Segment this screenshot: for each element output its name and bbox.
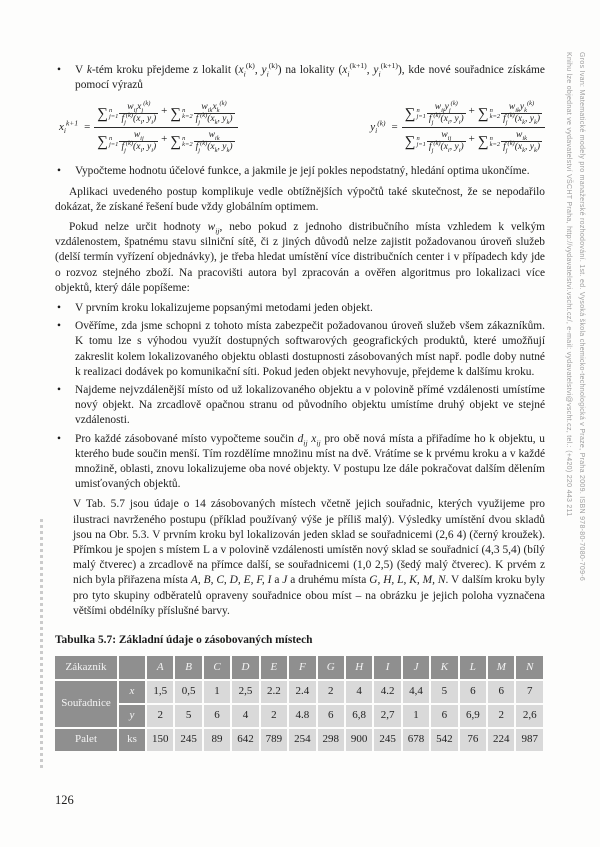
inner-fraction: $w_{ij}x_j^{(k)}$ $f_j^{(k)}(x_i$, $y_i$) (121, 100, 157, 127)
table-cell-x: 4.2 (374, 681, 400, 703)
table-cell-y: 2 (488, 705, 514, 727)
sum-symbol: ∑ n j=1 (404, 134, 426, 151)
supply-table (53, 654, 545, 753)
table-cell-y: 4.8 (289, 705, 315, 727)
table-col-header: C (204, 656, 230, 678)
table-row-label-palet: Palet (55, 729, 117, 751)
inner-fraction: $w_{ij}$ $f_j^{(k)}(x_i$, $y_i$) (428, 130, 464, 155)
table-caption: Tabulka 5.7: Základní údaje o zásobovaných místech (55, 634, 313, 647)
bullet-marker: • (57, 320, 61, 333)
table-col-header: K (431, 656, 457, 678)
table-col-header: J (403, 656, 429, 678)
table-sub-label-y: y (119, 705, 145, 727)
table-cell-palet: 678 (403, 729, 429, 751)
table-cell-palet: 150 (147, 729, 173, 751)
main-text-column (55, 60, 545, 753)
table-cell-palet: 224 (488, 729, 514, 751)
bullet-text: Pro každé zásobované místo vypočteme součin $d_{ij}$ $x_{ij}$ pro obě nová místa a přiřadíme ho k objektu, u kterého bude součin menší. Tím rozdělíme množinu míst na dvě. Vrátíme se k prvému kroku a v každé množině, oblasti, znovu lokalizujeme oba nové objekty. V postupu lze dále pokračovat dalším dělením umisťovaných objektů. (75, 432, 545, 491)
equals-sign: = (84, 121, 91, 134)
inner-fraction: $w_{ik}x_k^{(k)}$ $f_j^{(k)}(x_k$, $y_k$) (195, 100, 233, 127)
table-cell-x: 1,5 (147, 681, 173, 703)
table-cell-x: 1 (204, 681, 230, 703)
table-col-header: F (289, 656, 315, 678)
plus-sign: + (468, 133, 475, 146)
formula-y (370, 100, 545, 155)
bullet-marker: • (57, 64, 61, 76)
table-row-label-coordinates: Souřadnice (55, 681, 117, 727)
table-cell-palet: 89 (204, 729, 230, 751)
formula-x-fraction (94, 100, 237, 155)
sum-symbol: ∑ n j=1 (97, 106, 119, 123)
table-cell-x: 7 (516, 681, 543, 703)
table-cell-y: 2,7 (374, 705, 400, 727)
table-cell-x: 4,4 (403, 681, 429, 703)
paragraph-application: Aplikaci uvedeného postup komplikuje vedle obtížnějších výpočtů také skutečnost, že se nepodařilo dokázat, že získané řešení bude vždy globálním optimem. (55, 185, 545, 213)
table-sub-label-x: x (119, 681, 145, 703)
table-col-header: E (261, 656, 287, 678)
table-cell-palet: 245 (175, 729, 201, 751)
page-number: 126 (55, 793, 74, 807)
table-cell-x: 2.4 (289, 681, 315, 703)
bullet-item-first-step (55, 301, 545, 316)
revision-change-bar (40, 519, 43, 769)
table-cell-palet: 245 (374, 729, 400, 751)
table-cell-x: 6 (488, 681, 514, 703)
table-cell-x: 6 (460, 681, 486, 703)
formula-y-fraction (402, 100, 545, 155)
bullet-text: V prvním kroku lokalizujeme popsanými metodami jeden objekt. (75, 302, 373, 315)
table-cell-palet: 900 (346, 729, 372, 751)
table-cell-x: 2.2 (261, 681, 287, 703)
formula-x (59, 100, 238, 155)
table-cell-palet: 642 (232, 729, 258, 751)
bullet-text: Ověříme, zda jsme schopni z tohoto místa zabezpečit požadovanou úroveň služeb všem zákazníkům. K tomu lze s výhodou využít dostupných softwarových geografických produktů, které umožňují zakreslit kolem lokalizovaného objektu oblasti dostupnosti zásobovaných míst např. podle doby nutné k realizaci dodávek po komunikační síti. Pokud jeden objekt nevyhovuje, přejdeme k dalšímu kroku. (75, 320, 545, 378)
table-cell-palet: 987 (516, 729, 543, 751)
table-col-header: D (232, 656, 258, 678)
table-cell-palet: 254 (289, 729, 315, 751)
sum-symbol: ∑ n k=2 (477, 106, 501, 123)
formula-x-lhs: $x_i^{k+1}$ (59, 118, 79, 136)
table-cell-x: 2 (318, 681, 344, 703)
table-cell-y: 6 (204, 705, 230, 727)
table-col-header: L (460, 656, 486, 678)
table-col-header: I (374, 656, 400, 678)
table-col-header: A (147, 656, 173, 678)
table-cell-y: 6,9 (460, 705, 486, 727)
paragraph-multi-center: Pokud nelze určit hodnoty $w_{ij}$, nebo pokud z jednoho distribučního místa vzhledem k velkým vzdálenostem, špatnému stavu silniční sítě, či z jiných důvodů nelze zajistit požadovanou úroveň služeb (delší termín vyřízení objednávky), je třeba hledat umístění více distribučních center i v případech kdy jde o rozvoz stejného zboží. Na pracovišti autora byl zpracován a ověřen algoritmus pro lokalizaci více objektů, který dále popíšeme: (55, 221, 545, 294)
bullet-text: V k-tém kroku přejdeme z lokalit ($x_i^{(k)}$, $y_i^{(k)}$) na lokality ($x_i^{(k+1)}$, $y_i^{(k+1)}$), kde nové souřadnice získáme pomocí výrazů (75, 61, 545, 92)
plus-sign: + (468, 105, 475, 118)
bullet-item-farthest (55, 383, 545, 429)
table-cell-x: 2,5 (232, 681, 258, 703)
table-sub-label-ks: ks (119, 729, 145, 751)
table-cell-y: 6 (431, 705, 457, 727)
inner-fraction: $w_{ik}y_k^{(k)}$ $f_j^{(k)}(x_k$, $y_k$) (503, 100, 540, 127)
bullet-item-k-step (55, 63, 545, 93)
formula-block (59, 100, 545, 155)
bullet-text: Najdeme nejvzdálenější místo od už lokalizovaného objektu a v polovině přímé vzdálenosti umístíme nový objekt. Na zrcadlově opačnou stranu od původního objektu umístíme druhý objekt ve stejné vzdálenosti. (75, 384, 545, 427)
table-cell-y: 2,6 (516, 705, 543, 727)
bullet-marker: • (57, 165, 61, 178)
supply-table-body (55, 656, 543, 751)
sum-symbol: ∑ n j=1 (97, 134, 119, 151)
sum-symbol: ∑ n k=2 (170, 134, 193, 151)
table-col-header: B (175, 656, 201, 678)
table-cell-y: 2 (261, 705, 287, 727)
table-cell-y: 4 (232, 705, 258, 727)
table-cell-y: 2 (147, 705, 173, 727)
table-col-header: H (346, 656, 372, 678)
colophon-line-order: Knihu lze objednat ve vydavatelství VŠCHT Praha, http://vydavatelstvi.vscht.cz/, e-mail: vydavatelstvi@vscht.cz, tel.: (+420) 220 443 211 (565, 52, 572, 517)
table-cell-x: 5 (431, 681, 457, 703)
table-cell-palet: 298 (318, 729, 344, 751)
table-cell-y: 5 (175, 705, 201, 727)
plus-sign: + (161, 105, 168, 118)
bullet-marker: • (57, 302, 61, 315)
sidebar-colophon (562, 52, 588, 802)
table-corner-cell: Zákazník (55, 656, 117, 678)
bullet-marker: • (57, 432, 61, 445)
table-cell-palet: 76 (460, 729, 486, 751)
table-cell-x: 4 (346, 681, 372, 703)
equals-sign: = (391, 121, 398, 134)
bullet-item-product (55, 432, 545, 493)
bullet-marker: • (57, 384, 61, 397)
table-cell-palet: 542 (431, 729, 457, 751)
inner-fraction: $w_{ik}$ $f_j^{(k)}(x_k$, $y_k$) (503, 130, 540, 155)
table-col-header: N (516, 656, 543, 678)
table-cell-x: 0,5 (175, 681, 201, 703)
table-col-header: G (318, 656, 344, 678)
table-cell-y: 6,8 (346, 705, 372, 727)
bullet-item-objective (55, 164, 545, 179)
table-cell-y: 1 (403, 705, 429, 727)
table-cell-palet: 789 (261, 729, 287, 751)
inner-fraction: $w_{ij}$ $f_j^{(k)}(x_i$, $y_i$) (121, 130, 157, 155)
table-blank-cell (119, 656, 145, 678)
bullet-item-verify (55, 319, 545, 380)
table-cell-y: 6 (318, 705, 344, 727)
bullet-text: Vypočteme hodnotu účelové funkce, a jakmile je její pokles nepodstatný, hledání optima ukončíme. (75, 165, 530, 178)
formula-y-lhs: $y_i^{(k)}$ (370, 118, 386, 136)
colophon-line-citation: Gros Ivan: Matematické modely pro manažerské rozhodování. 1st. ed. Vysoká škola chemicko-technologická v Praze, Praha 2009. ISBN 978-80-7080-709-6 (578, 52, 585, 582)
inner-fraction: $w_{ij}y_j^{(k)}$ $f_j^{(k)}(x_i$, $y_i$) (428, 100, 464, 127)
sum-symbol: ∑ n k=2 (477, 134, 501, 151)
inner-fraction: $w_{ik}$ $f_j^{(k)}(x_k$, $y_k$) (195, 130, 233, 155)
plus-sign: + (161, 133, 168, 146)
table-col-header: M (488, 656, 514, 678)
sum-symbol: ∑ n j=1 (404, 106, 426, 123)
sum-symbol: ∑ n k=2 (170, 106, 193, 123)
paragraph-example: V Tab. 5.7 jsou údaje o 14 zásobovaných místech včetně jejich souřadnic, kterých využijeme pro ilustraci navrženého postupu (příklad používaný výše je příliš malý). Výsledky umístění dvou skladů jsou na Obr. 5.3. V prvním kroku byl lokalizován jeden sklad se souřadnicemi (2,6 4) (černý kroužek). Přímkou je spojen s místem L a v polovině vzdálenosti umístěn nový sklad se souřadnicí (4,3 5,4) (bílý malý čtverec) a zrcadlově na přímce další, se souřadnicemi (1,0 2,5) (šedý malý čtverec). K prvém z nich byla přiřazena místa A, B, C, D, E, F, I a J a druhému místa G, H, L, K, M, N. V dalším kroku byly pro tyto skupiny odběratelů opraveny souřadnice obou míst – na obrázku je jejich poloha vyznačena většími obdélníky příslušné barvy. (73, 498, 545, 617)
